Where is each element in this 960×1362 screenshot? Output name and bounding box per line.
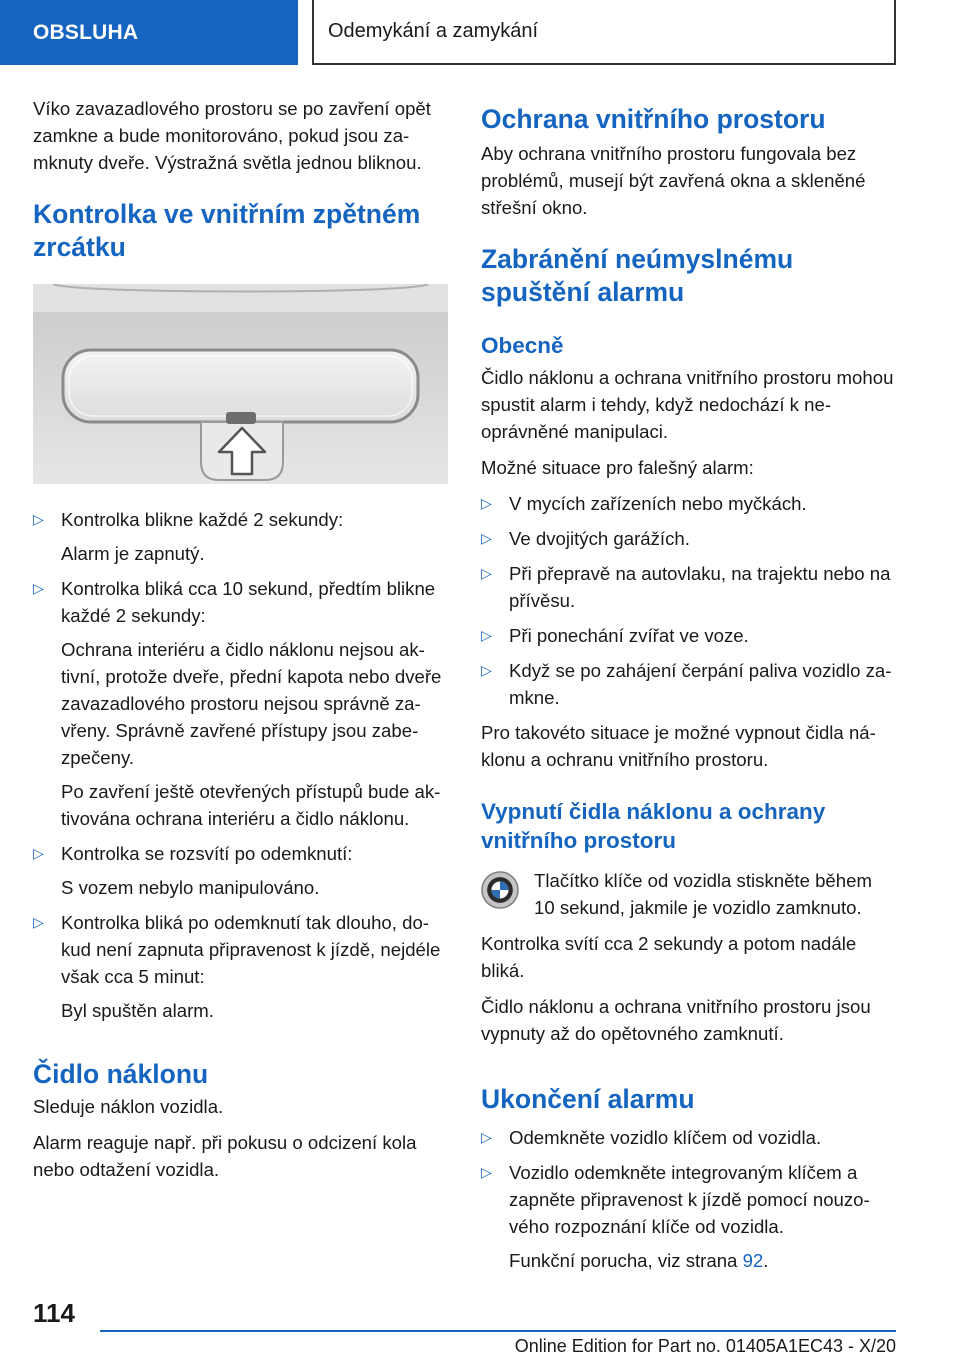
bmw-key-button-icon <box>481 871 519 909</box>
tilt-paragraph-2: Alarm reaguje např. při pokusu o odcizení kola nebo odtažení vozidla. <box>33 1132 417 1180</box>
chapter-title: Odemykání a zamykání <box>328 20 539 42</box>
list-item: ▷ Při přepravě na autovlaku, na trajektu nebo na přívěsu. <box>481 560 896 614</box>
list-item: ▷ Kontrolka bliká po odemknutí tak dlouho, dokud není zapnuta připravenost k jízdě, nejdéle však cca 5 minut: Byl spuštěn alarm. <box>33 909 448 1024</box>
disable-paragraph-2: Čidlo náklonu a ochrana vnitřního prostoru jsou vypnuty až do opětovného zamknutí. <box>481 996 871 1044</box>
list-item: ▷ Vozidlo odemkněte integrovaným klíčem a zapněte připravenost k jízdě pomocí nouzového rozpoznání klíče od vozidla. Funkční porucha, viz strana 92. <box>481 1159 896 1274</box>
section-title: OBSLUHA <box>33 20 139 44</box>
triangle-right-icon: ▷ <box>481 495 492 511</box>
indicator-list <box>33 506 448 1024</box>
end-alarm-list <box>481 1124 896 1274</box>
disable-paragraph-1: Kontrolka svítí cca 2 sekundy a potom nadále bliká. <box>481 933 857 981</box>
page-reference-link[interactable]: 92 <box>742 1250 764 1271</box>
situations-outro: Pro takovéto situace je možné vypnout čidla náklonu a ochranu vnitřního prostoru. <box>481 722 876 770</box>
triangle-right-icon: ▷ <box>33 845 44 861</box>
heading-prevent-alarm: Zabránění neúmyslnému spuštění alarmu <box>481 244 794 307</box>
list-item: ▷ Když se po zahájení čerpání paliva vozidlo zamkne. <box>481 657 896 711</box>
triangle-right-icon: ▷ <box>33 914 44 930</box>
triangle-right-icon: ▷ <box>481 530 492 546</box>
triangle-right-icon: ▷ <box>481 565 492 581</box>
situations-list <box>481 490 896 711</box>
page-number: 114 <box>33 1298 75 1328</box>
malfunction-note: Funkční porucha, viz strana 92. <box>509 1250 769 1271</box>
footer-edition: Online Edition for Part no. 01405A1EC43 - X/20 <box>514 1336 896 1356</box>
intro-paragraph: Víko zavazadlového prostoru se po zavření opět zamkne a bude monitorováno, pokud jsou zamknuty dveře. Výstražná světla jednou bliknou. <box>33 98 431 173</box>
list-item: ▷ Kontrolka blikne každé 2 sekundy: Alarm je zapnutý. <box>33 506 448 567</box>
triangle-right-icon: ▷ <box>33 580 44 596</box>
triangle-right-icon: ▷ <box>481 1164 492 1180</box>
triangle-right-icon: ▷ <box>481 627 492 643</box>
interior-paragraph: Aby ochrana vnitřního prostoru fungovala bez problémů, musejí být zavřená okna a skleněné střešní okno. <box>481 143 866 218</box>
list-item: ▷ Ve dvojitých garážích. <box>481 525 896 552</box>
section-tab <box>0 0 298 65</box>
heading-disable-sensors: Vypnutí čidla náklonu a ochrany vnitřního prostoru <box>481 799 826 853</box>
list-item: ▷ Odemkněte vozidlo klíčem od vozidla. <box>481 1124 896 1151</box>
tilt-paragraph-1: Sleduje náklon vozidla. <box>33 1096 224 1117</box>
heading-end-alarm: Ukončení alarmu <box>481 1084 695 1114</box>
key-paragraph: Tlačítko klíče od vozidla stiskněte během 10 sekund, jakmile je vozidlo zamknuto. <box>534 870 872 918</box>
heading-tilt-sensor: Čidlo náklonu <box>33 1059 209 1089</box>
key-instruction <box>481 867 896 921</box>
footer-divider <box>100 1330 896 1332</box>
list-item: ▷ Kontrolka se rozsvítí po odemknutí: S vozem nebylo manipulováno. <box>33 840 448 901</box>
general-paragraph: Čidlo náklonu a ochrana vnitřního prostoru mohou spustit alarm i tehdy, když nedochází k neoprávněné manipulaci. <box>481 367 894 442</box>
situations-intro: Možné situace pro falešný alarm: <box>481 457 754 478</box>
rearview-mirror-illustration <box>33 284 448 484</box>
heading-interior-protection: Ochrana vnitřního prostoru <box>481 104 826 134</box>
right-column <box>481 95 896 1282</box>
triangle-right-icon: ▷ <box>481 662 492 678</box>
left-column <box>33 95 448 1192</box>
triangle-right-icon: ▷ <box>33 511 44 527</box>
heading-general: Obecně <box>481 333 564 358</box>
triangle-right-icon: ▷ <box>481 1129 492 1145</box>
list-item: ▷ V mycích zařízeních nebo myčkách. <box>481 490 896 517</box>
chapter-header <box>312 0 896 65</box>
list-item: ▷ Kontrolka bliká cca 10 sekund, předtím blikne každé 2 sekundy: Ochrana interiéru a čidlo náklonu nejsou aktivní, protože dveře, přední kapota nebo dveře zavazadlového prostoru nejsou správně zavřeny. Správně zavřené přístupy jsou zabezpečeny. Po zavření ještě otevřených přístupů bude aktivována ochrana interiéru a čidlo náklonu. <box>33 575 448 832</box>
heading-indicator-mirror: Kontrolka ve vnitřním zpětném zrcátku <box>33 199 421 262</box>
list-item: ▷ Při ponechání zvířat ve voze. <box>481 622 896 649</box>
